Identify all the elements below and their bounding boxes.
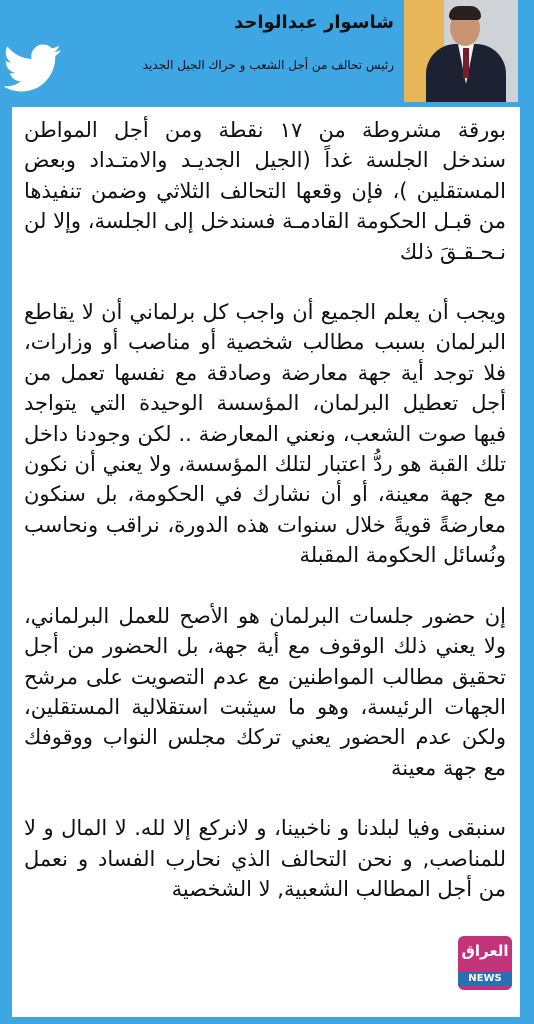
twitter-bird-icon [4, 38, 62, 98]
avatar-hair [449, 6, 481, 20]
paragraph-1: بورقة مشروطة من ١٧ نقطة ومن أجل المواطن سندخل الجلسة غداً (الجيل الجديـد والامتـداد وبعض المستقلين )، فإن وقعها التحالف الثلاثي وضمن تنفيذها من قبـل الحكومة القادمـة فسندخل إلى الجلسة، وإلا لن نـحـقـقَ ذلك [24, 118, 506, 264]
paragraph-2: ويجب أن يعلم الجميع أن واجب كل برلماني أن لا يقاطع البرلمان بسبب مطالب شخصية أو مناصب أو وزارات، فلا توجد أية جهة معارضة وصادقة مع نفسها تعمل من أجل تعطيل البرلمان، المؤسسة الوحيدة التي يتواجد فيها صوت الشعب، ونعني المعارضة .. لكن وجودنا داخل تلك القبة هو ردُّ اعتبار لتلك المؤسسة، ولا يعني أن نكون مع جهة معينة، أو أن نشارك في الحكومة، بل سنكون معارضةً قويةً خلال سنوات هذه الدورة، نراقب ونحاسب ونُسائل الحكومة المقبلة [24, 300, 506, 568]
tweet-header [0, 0, 534, 107]
news-watermark-logo [458, 936, 512, 990]
avatar-tie [463, 48, 469, 78]
tweet-body [24, 115, 506, 934]
watermark-main-text: العراق [461, 942, 509, 960]
author-name[interactable]: شاسوار عبدالواحد [233, 12, 394, 33]
avatar[interactable] [404, 0, 518, 102]
watermark-sub-text: NEWS [458, 972, 512, 986]
author-role: رئيس تحالف من أجل الشعب و حراك الجيل الجديد [142, 58, 394, 72]
paragraph-3: إن حضور جلسات البرلمان هو الأصح للعمل البرلماني، ولا يعني ذلك الوقوف مع أية جهة، بل الحضور من أجل تحقيق مطالب المواطنين مع عدم التصويت على مرشح الجهات الرئيسة، وهو ما سيثبت استقلالية المستقلين، ولكن عدم الحضور يعني تركك مجلس النواب ووقوفك مع جهة معينة [24, 603, 506, 780]
paragraph-4: سنبقى وفيا لبلدنا و ناخبينا، و لانركع إلا لله. لا المال و لا للمناصب, و نحن التحالف الذي نحارب الفساد و نعمل من أجل المطالب الشعبية, لا الشخصية [24, 816, 506, 901]
